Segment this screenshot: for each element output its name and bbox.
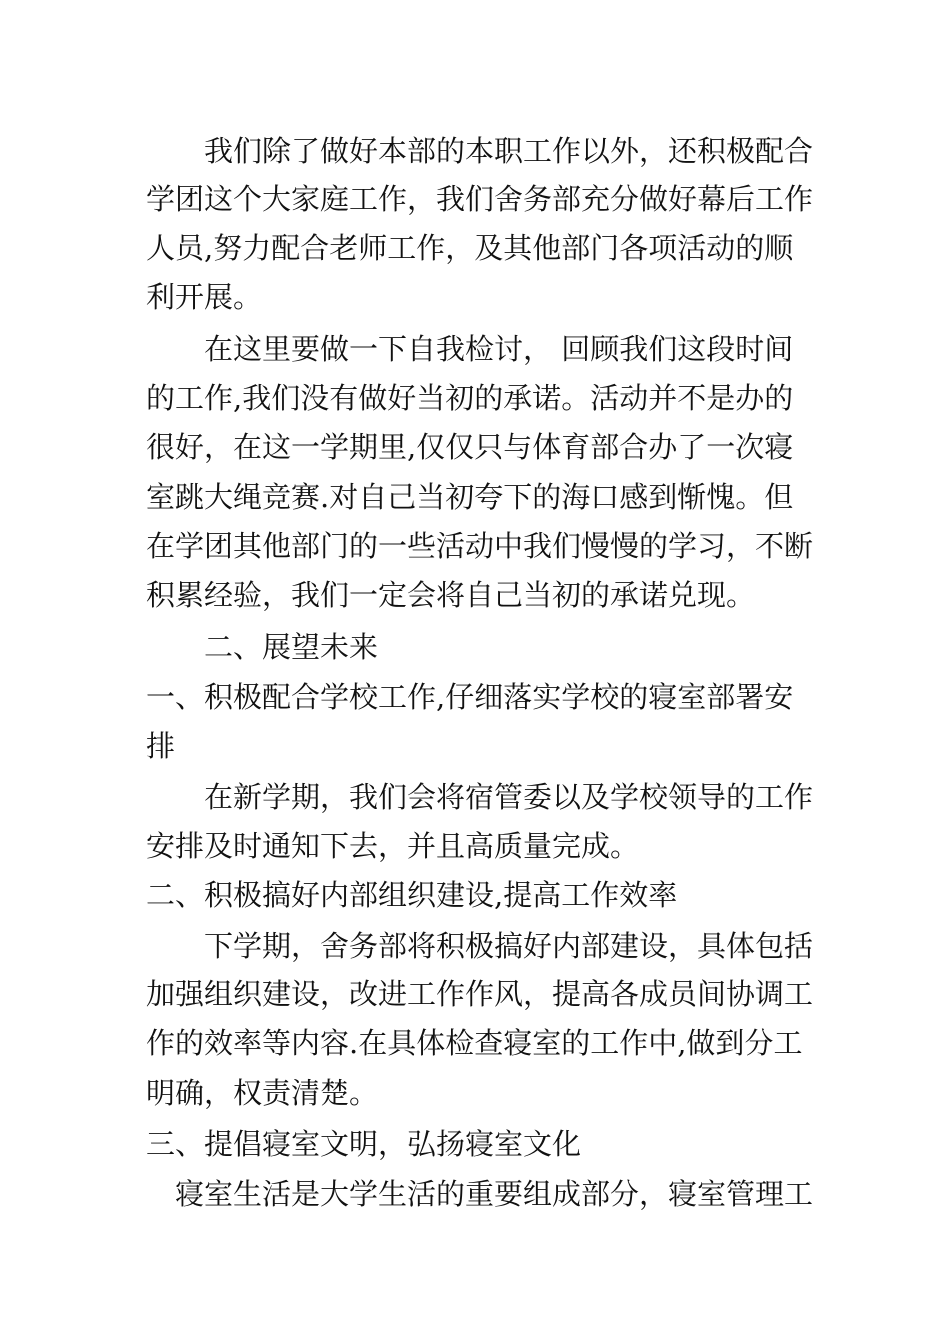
paragraph-line: 人员,努力配合老师工作，及其他部门各项活动的顺	[146, 231, 794, 265]
paragraph-line: 在学团其他部门的一些活动中我们慢慢的学习，不断	[146, 529, 814, 563]
paragraph-line: 加强组织建设，改进工作作风，提高各成员间协调工	[146, 977, 814, 1011]
paragraph-line: 很好，在这一学期里,仅仅只与体育部合办了一次寝	[146, 430, 794, 464]
paragraph-line: 的工作,我们没有做好当初的承诺。活动并不是办的	[146, 381, 794, 415]
paragraph-line: 在新学期，我们会将宿管委以及学校领导的工作	[204, 780, 814, 814]
paragraph-line: 下学期，舍务部将积极搞好内部建设，具体包括	[204, 929, 814, 963]
paragraph-line: 室跳大绳竞赛.对自己当初夸下的海口感到惭愧。但	[146, 480, 794, 514]
paragraph-line: 积累经验，我们一定会将自己当初的承诺兑现。	[146, 578, 756, 612]
section-heading: 二、展望未来	[204, 630, 379, 664]
paragraph-line: 我们除了做好本部的本职工作以外，还积极配合	[204, 134, 814, 168]
subsection-heading: 排	[146, 729, 176, 763]
paragraph-line: 寝室生活是大学生活的重要组成部分，寝室管理工	[175, 1177, 814, 1211]
paragraph-line: 在这里要做一下自我检讨， 回顾我们这段时间	[204, 332, 794, 366]
subsection-heading: 三、提倡寝室文明，弘扬寝室文化	[146, 1127, 582, 1161]
paragraph-line: 明确，权责清楚。	[146, 1076, 379, 1110]
paragraph-line: 利开展。	[146, 280, 263, 314]
paragraph-line: 作的效率等内容.在具体检查寝室的工作中,做到分工	[146, 1026, 803, 1060]
paragraph-line: 安排及时通知下去，并且高质量完成。	[146, 829, 640, 863]
subsection-heading: 一、积极配合学校工作,仔细落实学校的寝室部署安	[146, 680, 794, 714]
subsection-heading: 二、积极搞好内部组织建设,提高工作效率	[146, 878, 678, 912]
paragraph-line: 学团这个大家庭工作，我们舍务部充分做好幕后工作	[146, 182, 814, 216]
